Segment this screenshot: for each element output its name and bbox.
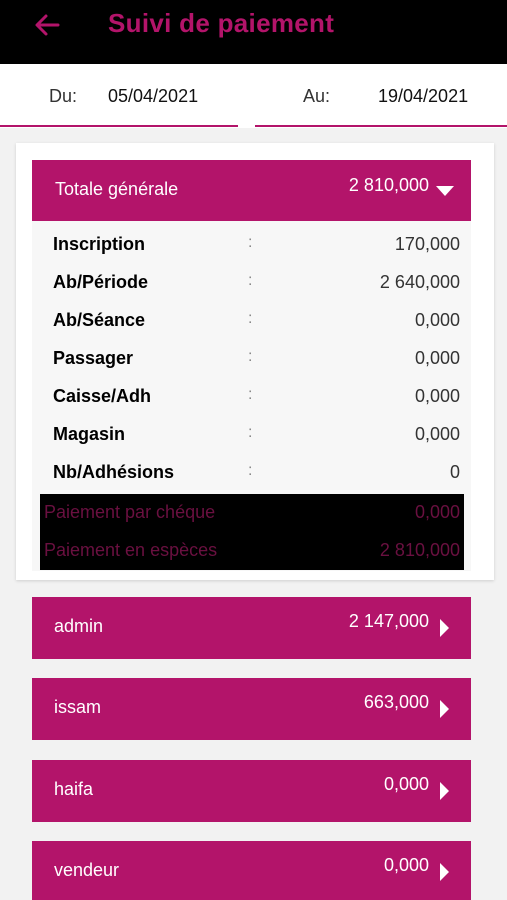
to-date-label: Au: xyxy=(303,86,331,106)
payment-value: 0,000 xyxy=(414,502,460,522)
row-value: 0 xyxy=(449,462,460,482)
chevron-right-icon xyxy=(440,782,449,800)
user-total: 0,000 xyxy=(383,774,429,794)
user-row-issam[interactable] xyxy=(32,678,471,740)
row-label: Caisse/Adh xyxy=(53,386,152,406)
row-separator: : xyxy=(248,234,253,251)
row-value: 2 640,000 xyxy=(379,272,460,292)
user-total: 0,000 xyxy=(383,855,429,875)
list-item xyxy=(32,456,471,494)
to-date-underline xyxy=(255,125,507,127)
user-total: 663,000 xyxy=(363,692,429,712)
chevron-right-icon xyxy=(440,619,449,637)
user-name: admin xyxy=(54,616,104,636)
from-date-field[interactable]: 05/04/2021 xyxy=(108,86,199,106)
row-value: 0,000 xyxy=(414,348,460,368)
user-total: 2 147,000 xyxy=(348,611,429,631)
row-label: Magasin xyxy=(53,424,126,444)
list-item xyxy=(32,418,471,456)
to-date-field[interactable]: 19/04/2021 xyxy=(378,86,469,106)
payment-methods-box xyxy=(40,494,464,570)
page-title: Suivi de paiement xyxy=(108,8,335,38)
from-date-underline xyxy=(0,125,238,127)
list-item xyxy=(32,342,471,380)
row-label: Nb/Adhésions xyxy=(53,462,175,482)
payment-label: Paiement en espèces xyxy=(44,540,218,560)
row-value: 0,000 xyxy=(414,424,460,444)
row-separator: : xyxy=(248,310,253,327)
row-separator: : xyxy=(248,462,253,479)
user-name: haifa xyxy=(54,779,94,799)
row-label: Inscription xyxy=(53,234,146,254)
payment-label: Paiement par chéque xyxy=(44,502,216,522)
row-separator: : xyxy=(248,424,253,441)
row-separator: : xyxy=(248,272,253,289)
user-row-vendeur[interactable] xyxy=(32,841,471,900)
row-value: 170,000 xyxy=(394,234,460,254)
from-date-label: Du: xyxy=(49,86,78,106)
arrow-left-icon[interactable] xyxy=(32,10,62,40)
row-separator: : xyxy=(248,386,253,403)
user-name: vendeur xyxy=(54,860,120,880)
user-row-admin[interactable] xyxy=(32,597,471,659)
list-item xyxy=(32,266,471,304)
user-row-haifa[interactable] xyxy=(32,760,471,822)
chevron-right-icon xyxy=(440,700,449,718)
top-app-bar xyxy=(0,0,507,64)
payment-row-cheque xyxy=(40,494,464,532)
row-label: Ab/Séance xyxy=(53,310,146,330)
total-label: Totale générale xyxy=(55,179,179,199)
row-separator: : xyxy=(248,348,253,365)
list-item xyxy=(32,228,471,266)
list-item xyxy=(32,304,471,342)
chevron-down-icon[interactable] xyxy=(436,186,454,196)
row-label: Passager xyxy=(53,348,134,368)
total-value: 2 810,000 xyxy=(348,175,429,195)
list-item xyxy=(32,380,471,418)
user-name: issam xyxy=(54,697,102,717)
row-value: 0,000 xyxy=(414,386,460,406)
chevron-right-icon xyxy=(440,863,449,881)
row-value: 0,000 xyxy=(414,310,460,330)
payment-row-cash xyxy=(40,532,464,570)
payment-value: 2 810,000 xyxy=(379,540,460,560)
row-label: Ab/Période xyxy=(53,272,149,292)
